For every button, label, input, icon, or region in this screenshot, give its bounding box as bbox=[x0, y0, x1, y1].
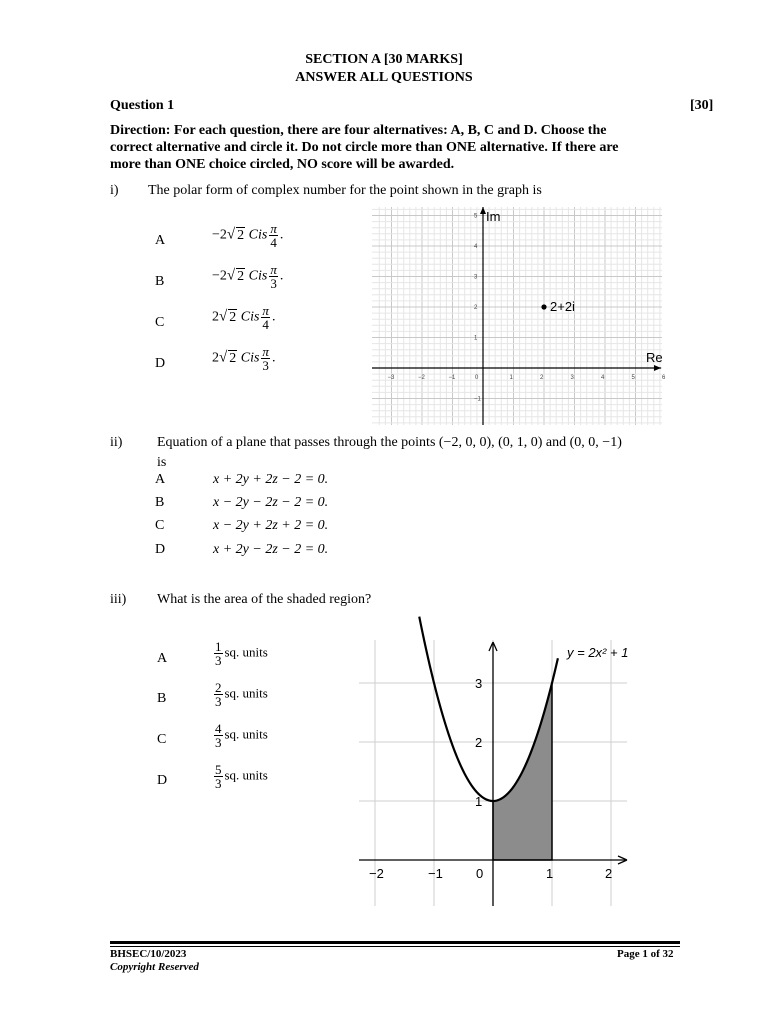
x-tick-label: 0 bbox=[475, 375, 479, 381]
option-letter[interactable]: C bbox=[155, 518, 165, 533]
coefficient: 2 bbox=[212, 309, 219, 325]
option-letter[interactable]: A bbox=[155, 472, 166, 487]
unit-text: sq. units bbox=[224, 726, 268, 742]
denominator: 3 bbox=[215, 735, 222, 750]
option-letter[interactable]: D bbox=[155, 542, 166, 557]
plane-equation[interactable]: x + 2y − 2z − 2 = 0. bbox=[213, 542, 329, 557]
option-letter[interactable]: B bbox=[157, 691, 167, 706]
footer-copyright: Copyright Reserved bbox=[110, 961, 199, 973]
curve-equation-label: y = 2x² + 1 bbox=[567, 645, 629, 660]
x-tick-label: −2 bbox=[418, 375, 425, 381]
x-tick-label: 1 bbox=[509, 375, 513, 381]
footer-rule-thick bbox=[110, 941, 680, 944]
x-tick-label: 2 bbox=[605, 866, 613, 881]
numerator: 4 bbox=[215, 721, 222, 736]
area-option[interactable] bbox=[212, 763, 268, 790]
fraction bbox=[261, 304, 270, 331]
numerator: 2 bbox=[215, 680, 222, 695]
unit-text: sq. units bbox=[224, 685, 268, 701]
option-expression[interactable]: −2√ 2 Cis $\frac{\pi}{4}$ . bbox=[212, 221, 284, 250]
question-iii-text: What is the area of the shaded region? bbox=[157, 592, 372, 607]
direction-line-3: more than ONE choice circled, NO score will be awarded. bbox=[110, 157, 455, 172]
cis-text: Cis bbox=[240, 309, 260, 325]
denominator: 3 bbox=[215, 776, 222, 791]
question-label: Question 1 bbox=[110, 98, 175, 113]
period: . bbox=[271, 350, 276, 366]
x-tick-label: 3 bbox=[570, 375, 574, 381]
question-i-number: i) bbox=[110, 183, 119, 198]
fraction bbox=[214, 763, 223, 790]
plane-equation[interactable]: x + 2y + 2z − 2 = 0. bbox=[213, 472, 329, 487]
denominator: 3 bbox=[270, 276, 277, 291]
option-letter[interactable]: B bbox=[155, 495, 165, 510]
numerator: π bbox=[270, 262, 277, 277]
denominator: 3 bbox=[215, 694, 222, 709]
y-tick-label: 3 bbox=[474, 274, 478, 281]
fraction bbox=[214, 681, 223, 708]
fraction bbox=[214, 640, 223, 667]
footer-code: BHSEC/10/2023 bbox=[110, 948, 187, 960]
x-tick-label: 4 bbox=[601, 375, 605, 381]
plane-equation[interactable]: x − 2y + 2z + 2 = 0. bbox=[213, 518, 329, 533]
x-tick-label: 2 bbox=[540, 375, 544, 381]
option-letter[interactable]: B bbox=[155, 274, 165, 289]
numerator: 1 bbox=[215, 639, 222, 654]
numerator: 5 bbox=[215, 762, 222, 777]
section-title: SECTION A [30 MARKS] bbox=[305, 52, 463, 67]
fraction bbox=[269, 263, 278, 290]
x-tick-label: −3 bbox=[387, 375, 395, 381]
radicand: 2 bbox=[229, 309, 237, 325]
complex-point-label: 2+2i bbox=[550, 299, 575, 314]
y-tick-label: −1 bbox=[474, 396, 481, 403]
question-ii-number: ii) bbox=[110, 435, 123, 450]
option-letter[interactable]: C bbox=[155, 315, 165, 330]
cis-text: Cis bbox=[248, 227, 268, 243]
unit-text: sq. units bbox=[224, 767, 268, 783]
question-ii-text-cont: is bbox=[157, 455, 167, 470]
y-tick-label: 4 bbox=[474, 244, 478, 250]
plane-equation[interactable]: x − 2y − 2z − 2 = 0. bbox=[213, 495, 329, 510]
denominator: 4 bbox=[262, 317, 269, 332]
area-option[interactable] bbox=[212, 722, 268, 749]
fraction bbox=[261, 345, 270, 372]
fraction bbox=[269, 222, 278, 249]
direction-line-1: Direction: For each question, there are four alternatives: A, B, C and D. Choose the bbox=[110, 123, 607, 138]
x-tick-label: 1 bbox=[546, 866, 554, 881]
numerator: π bbox=[270, 221, 277, 236]
coefficient: −2 bbox=[212, 227, 227, 243]
im-axis-label: Im bbox=[486, 209, 501, 224]
denominator: 4 bbox=[270, 235, 277, 250]
question-iii-number: iii) bbox=[110, 592, 127, 607]
parabola-axes bbox=[359, 642, 627, 906]
option-letter[interactable]: A bbox=[157, 651, 168, 666]
option-expression[interactable]: 2√ 2 Cis $\frac{\pi}{3}$ . bbox=[212, 344, 276, 373]
x-tick-label: −1 bbox=[448, 375, 456, 381]
argand-grid bbox=[372, 207, 662, 425]
period: . bbox=[271, 309, 276, 325]
parabola-graph bbox=[355, 638, 640, 908]
y-tick-label: 2 bbox=[474, 305, 478, 311]
section-instruction: ANSWER ALL QUESTIONS bbox=[295, 70, 473, 85]
question-i-text: The polar form of complex number for the point shown in the graph is bbox=[148, 183, 542, 198]
footer-rule-thin bbox=[110, 946, 680, 947]
radicand: 2 bbox=[229, 350, 237, 366]
y-tick-label: 1 bbox=[474, 335, 478, 342]
option-expression[interactable]: −2√ 2 Cis $\frac{\pi}{3}$ . bbox=[212, 262, 284, 291]
footer-page: Page 1 of 32 bbox=[617, 948, 674, 960]
denominator: 3 bbox=[215, 653, 222, 668]
question-marks: [30] bbox=[690, 98, 714, 113]
coefficient: −2 bbox=[212, 268, 227, 284]
re-axis-label: Re bbox=[646, 350, 663, 365]
cis-text: Cis bbox=[240, 350, 260, 366]
direction-line-2: correct alternative and circle it. Do not circle more than ONE alternative. If there are bbox=[110, 140, 619, 155]
complex-point bbox=[541, 304, 546, 309]
option-expression[interactable]: 2√ 2 Cis $\frac{\pi}{4}$ . bbox=[212, 303, 276, 332]
radicand: 2 bbox=[237, 268, 245, 284]
fraction bbox=[214, 722, 223, 749]
option-letter[interactable]: D bbox=[155, 356, 166, 371]
option-letter[interactable]: D bbox=[157, 773, 168, 788]
denominator: 3 bbox=[262, 358, 269, 373]
unit-text: sq. units bbox=[224, 644, 268, 660]
area-option[interactable] bbox=[212, 681, 268, 708]
x-tick-label: 0 bbox=[476, 866, 484, 881]
numerator: π bbox=[262, 303, 269, 318]
y-tick-label: 5 bbox=[474, 213, 478, 220]
question-ii-text: Equation of a plane that passes through the points (−2, 0, 0), (0, 1, 0) and (0, 0, −1) bbox=[157, 435, 622, 450]
coefficient: 2 bbox=[212, 350, 219, 366]
argand-diagram bbox=[370, 205, 665, 427]
period: . bbox=[279, 268, 284, 284]
option-letter[interactable]: A bbox=[155, 233, 166, 248]
area-option[interactable] bbox=[212, 640, 268, 667]
numerator: π bbox=[262, 344, 269, 359]
y-tick-label: 3 bbox=[475, 676, 483, 691]
period: . bbox=[279, 227, 284, 243]
x-tick-label: 5 bbox=[631, 375, 635, 381]
x-tick-label: −1 bbox=[428, 866, 443, 881]
x-tick-label: 6 bbox=[662, 375, 666, 381]
y-tick-label: 2 bbox=[475, 735, 483, 750]
option-letter[interactable]: C bbox=[157, 732, 167, 747]
x-tick-label: −2 bbox=[369, 866, 384, 881]
cis-text: Cis bbox=[248, 268, 268, 284]
y-tick-label: 1 bbox=[475, 794, 483, 809]
radicand: 2 bbox=[237, 227, 245, 243]
